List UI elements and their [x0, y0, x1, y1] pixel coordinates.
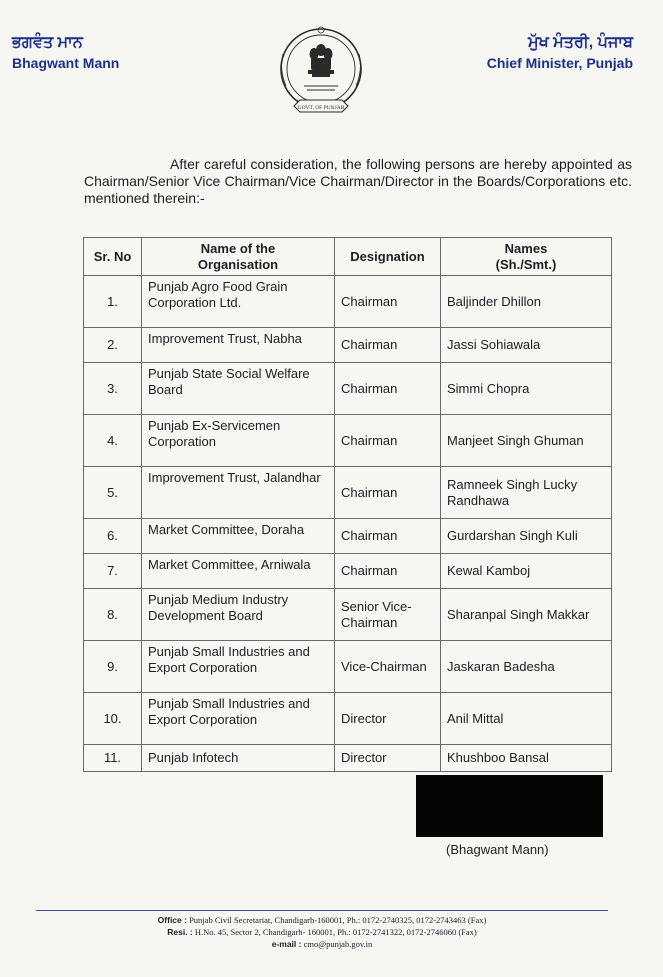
table-row — [84, 415, 612, 467]
redacted-signature — [416, 775, 603, 837]
name-english: Bhagwant Mann — [12, 55, 120, 71]
cell-designation: Vice-Chairman — [335, 641, 441, 693]
cell-sr: 11. — [84, 745, 142, 772]
seal-banner-text: GOVT. OF PUNJAB — [297, 105, 345, 111]
table-header-row — [84, 238, 612, 276]
cell-organisation: Punjab Medium Industry Development Board — [142, 589, 335, 641]
cell-sr: 6. — [84, 519, 142, 554]
cell-designation: Chairman — [335, 519, 441, 554]
cell-name: Sharanpal Singh Makkar — [441, 589, 612, 641]
cell-name: Kewal Kamboj — [441, 554, 612, 589]
cell-sr: 2. — [84, 328, 142, 363]
cell-designation: Chairman — [335, 554, 441, 589]
cell-name: Ramneek Singh Lucky Randhawa — [441, 467, 612, 519]
footer-email-label: e-mail : — [271, 939, 302, 949]
footer-resi-line — [36, 926, 608, 938]
cell-organisation: Market Committee, Doraha — [142, 519, 335, 554]
table-row — [84, 328, 612, 363]
cell-organisation: Punjab Small Industries and Export Corporation — [142, 641, 335, 693]
cell-organisation: Market Committee, Arniwala — [142, 554, 335, 589]
table-row — [84, 467, 612, 519]
footer-divider — [36, 910, 608, 911]
footer-resi-text: H.No. 45, Sector 2, Chandigarh- 160001, Ph.: 0172-2741322, 0172-2746060 (Fax) — [194, 927, 477, 937]
cell-organisation: Punjab Infotech — [142, 745, 335, 772]
cell-organisation: Punjab State Social Welfare Board — [142, 363, 335, 415]
cell-designation: Chairman — [335, 415, 441, 467]
signatory-name: (Bhagwant Mann) — [446, 842, 549, 857]
footer-address — [36, 914, 608, 950]
cell-name: Simmi Chopra — [441, 363, 612, 415]
table-row — [84, 641, 612, 693]
cell-name: Anil Mittal — [441, 693, 612, 745]
cell-name: Manjeet Singh Ghuman — [441, 415, 612, 467]
table-row — [84, 589, 612, 641]
appointments-table — [83, 237, 612, 772]
cell-sr: 4. — [84, 415, 142, 467]
header-names-line2: (Sh./Smt.) — [495, 256, 557, 272]
header-organisation — [142, 238, 335, 276]
title-punjabi: ਮੁੱਖ ਮੰਤਰੀ, ਪੰਜਾਬ — [528, 34, 633, 51]
table-row — [84, 519, 612, 554]
government-seal-icon — [274, 14, 368, 126]
cell-designation: Director — [335, 693, 441, 745]
footer-office-line — [36, 914, 608, 926]
cell-name: Gurdarshan Singh Kuli — [441, 519, 612, 554]
cell-designation: Chairman — [335, 328, 441, 363]
cell-designation: Chairman — [335, 467, 441, 519]
cell-sr: 7. — [84, 554, 142, 589]
table-row — [84, 745, 612, 772]
footer-email-line — [36, 938, 608, 950]
table-row — [84, 363, 612, 415]
footer-email-text[interactable]: cmo@punjab.gov.in — [303, 939, 373, 949]
cell-sr: 5. — [84, 467, 142, 519]
name-punjabi: ਭਗਵੰਤ ਮਾਨ — [12, 34, 83, 51]
cell-sr: 1. — [84, 276, 142, 328]
header-sr-no: Sr. No — [84, 238, 142, 276]
header-names — [441, 238, 612, 276]
cell-organisation: Improvement Trust, Nabha — [142, 328, 335, 363]
cell-sr: 3. — [84, 363, 142, 415]
cell-sr: 8. — [84, 589, 142, 641]
letterhead — [0, 0, 663, 125]
footer-office-text: Punjab Civil Secretariat, Chandigarh-160001, Ph.: 0172-2740325, 0172-2743463 (Fax) — [189, 915, 487, 925]
header-names-line1: Names — [504, 240, 548, 256]
cell-sr: 9. — [84, 641, 142, 693]
cell-sr: 10. — [84, 693, 142, 745]
header-designation: Designation — [335, 238, 441, 276]
table-row — [84, 554, 612, 589]
cell-designation: Chairman — [335, 276, 441, 328]
cell-organisation: Punjab Agro Food Grain Corporation Ltd. — [142, 276, 335, 328]
title-english: Chief Minister, Punjab — [486, 55, 633, 71]
cell-designation: Senior Vice-Chairman — [335, 589, 441, 641]
cell-name: Jaskaran Badesha — [441, 641, 612, 693]
letterhead-left — [12, 34, 119, 72]
letterhead-right — [487, 34, 633, 72]
cell-name: Baljinder Dhillon — [441, 276, 612, 328]
cell-name: Khushboo Bansal — [441, 745, 612, 772]
cell-designation: Director — [335, 745, 441, 772]
cell-designation: Chairman — [335, 363, 441, 415]
footer-office-label: Office : — [157, 915, 187, 925]
cell-organisation: Improvement Trust, Jalandhar — [142, 467, 335, 519]
cell-organisation: Punjab Ex-Servicemen Corporation — [142, 415, 335, 467]
table-row — [84, 693, 612, 745]
header-organisation-line2: Organisation — [197, 256, 279, 272]
intro-paragraph: After careful consideration, the following persons are hereby appointed as Chairman/Senior Vice Chairman/Vice Chairman/Director in the Boards/Corporations etc. mentioned therein:- — [84, 156, 632, 206]
footer-resi-label: Resi. : — [167, 927, 193, 937]
cell-organisation: Punjab Small Industries and Export Corporation — [142, 693, 335, 745]
cell-name: Jassi Sohiawala — [441, 328, 612, 363]
header-organisation-line1: Name of the — [200, 240, 276, 256]
table-row — [84, 276, 612, 328]
